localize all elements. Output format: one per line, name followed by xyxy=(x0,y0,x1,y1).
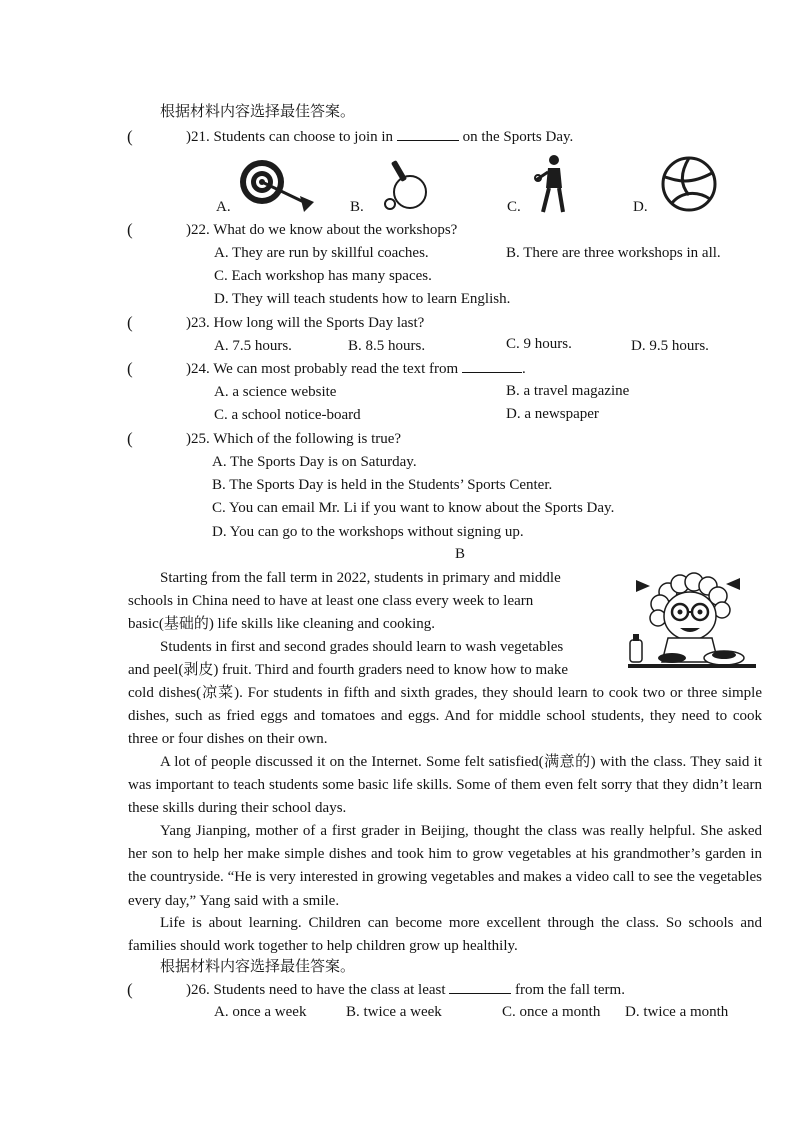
q22-option-c: C. Each workshop has many spaces. xyxy=(214,268,432,284)
q23-option-a: A. 7.5 hours. xyxy=(214,338,292,354)
q24-option-d: D. a newspaper xyxy=(506,406,599,422)
question-26-stem-post: from the fall term. xyxy=(515,982,625,998)
q25-option-d: D. You can go to the workshops without signing up. xyxy=(212,524,524,540)
q21-option-d-label: D. xyxy=(633,199,648,215)
q22-option-b: B. There are three workshops in all. xyxy=(506,245,721,261)
answer-paren-25[interactable]: ( xyxy=(127,429,133,448)
question-26-stem-pre: )26. Students need to have the class at least xyxy=(186,982,446,998)
archery-target-icon xyxy=(238,158,318,214)
passage-p5: Life is about learning. Children can become more excellent through the class. So schools and families should work together to help children grow up healthily. xyxy=(128,915,762,955)
question-26 xyxy=(186,980,625,1000)
passage-p2-line1: Students in first and second grades should learn to wash vegetables xyxy=(160,639,564,655)
q21-option-c-label: C. xyxy=(507,199,521,215)
section-a-instruction: 根据材料内容选择最佳答案。 xyxy=(160,104,356,120)
q26-option-a: A. once a week xyxy=(214,1004,307,1020)
answer-paren-26[interactable]: ( xyxy=(127,980,133,999)
answer-blank-26[interactable] xyxy=(449,981,511,994)
passage-p2-line2: and peel(剥皮) fruit. Third and fourth graders need to know how to make xyxy=(128,662,569,678)
q26-option-c: C. once a month xyxy=(502,1004,601,1020)
answer-blank-21[interactable] xyxy=(397,128,459,141)
section-b-instruction: 根据材料内容选择最佳答案。 xyxy=(160,959,356,975)
q23-option-c: C. 9 hours. xyxy=(506,336,572,352)
passage-p3: A lot of people discussed it on the Internet. Some felt satisfied(满意的) with the class. They said it was important to teach students some basic life skills. Some of them even felt sorry that they didn’t learn these skills during their school days. xyxy=(128,754,762,817)
answer-paren-23[interactable]: ( xyxy=(127,313,133,332)
q22-option-a: A. They are run by skillful coaches. xyxy=(214,245,429,261)
q24-option-a: A. a science website xyxy=(214,384,337,400)
answer-blank-24[interactable] xyxy=(462,360,522,373)
answer-paren-22[interactable]: ( xyxy=(127,220,133,239)
q24-option-c: C. a school notice-board xyxy=(214,407,361,423)
question-22-stem: )22. What do we know about the workshops? xyxy=(186,222,458,238)
passage-p1-line2: schools in China need to have at least one class every week to learn xyxy=(128,593,534,609)
q24-option-b: B. a travel magazine xyxy=(506,383,630,399)
passage-p1-line1: Starting from the fall term in 2022, students in primary and middle xyxy=(160,570,561,586)
question-21-stem-pre: )21. Students can choose to join in xyxy=(186,129,394,145)
q22-option-d: D. They will teach students how to learn English. xyxy=(214,291,511,307)
question-24 xyxy=(186,359,526,379)
question-21-stem-post: on the Sports Day. xyxy=(462,129,574,145)
q25-option-b: B. The Sports Day is held in the Students’ Sports Center. xyxy=(212,477,553,493)
passage-p4: Yang Jianping, mother of a first grader in Beijing, thought the class was really helpful. She asked her son to help her make simple dishes and took him to grow vegetables at his grandmother’s garden in the countryside. “He is very interested in growing vegetables and makes a video call to see the vegetables every day,” Yang said with a smile. xyxy=(128,823,762,909)
cooking-girl-illustration xyxy=(628,570,756,676)
section-b-heading: B xyxy=(455,546,466,562)
ping-pong-icon xyxy=(376,158,432,214)
passage-p2-rest: cold dishes(凉菜). For students in fifth and sixth grades, they should learn to cook two or three simple dishes, such as fried eggs and tomatoes and eggs. And for middle school students, they need to cook three or four dishes on their own. xyxy=(128,685,762,748)
question-23-stem: )23. How long will the Sports Day last? xyxy=(186,315,425,331)
q21-option-a-label: A. xyxy=(216,199,231,215)
question-24-stem-post: . xyxy=(521,361,526,377)
volleyball-icon xyxy=(660,155,718,213)
sport-figure-icon xyxy=(532,154,572,214)
q25-option-a: A. The Sports Day is on Saturday. xyxy=(212,454,417,470)
q25-option-c: C. You can email Mr. Li if you want to know about the Sports Day. xyxy=(212,500,615,516)
question-21 xyxy=(186,127,573,147)
passage-p1-line3: basic(基础的) life skills like cleaning and cooking. xyxy=(128,616,436,632)
q26-option-b: B. twice a week xyxy=(346,1004,442,1020)
question-24-stem-pre: )24. We can most probably read the text from xyxy=(186,361,459,377)
q23-option-b: B. 8.5 hours. xyxy=(348,338,426,354)
q23-option-d: D. 9.5 hours. xyxy=(631,338,709,354)
question-25-stem: )25. Which of the following is true? xyxy=(186,431,402,447)
answer-paren-24[interactable]: ( xyxy=(127,359,133,378)
answer-paren-21[interactable]: ( xyxy=(127,127,133,146)
q26-option-d: D. twice a month xyxy=(625,1004,729,1020)
q21-option-b-label: B. xyxy=(350,199,364,215)
